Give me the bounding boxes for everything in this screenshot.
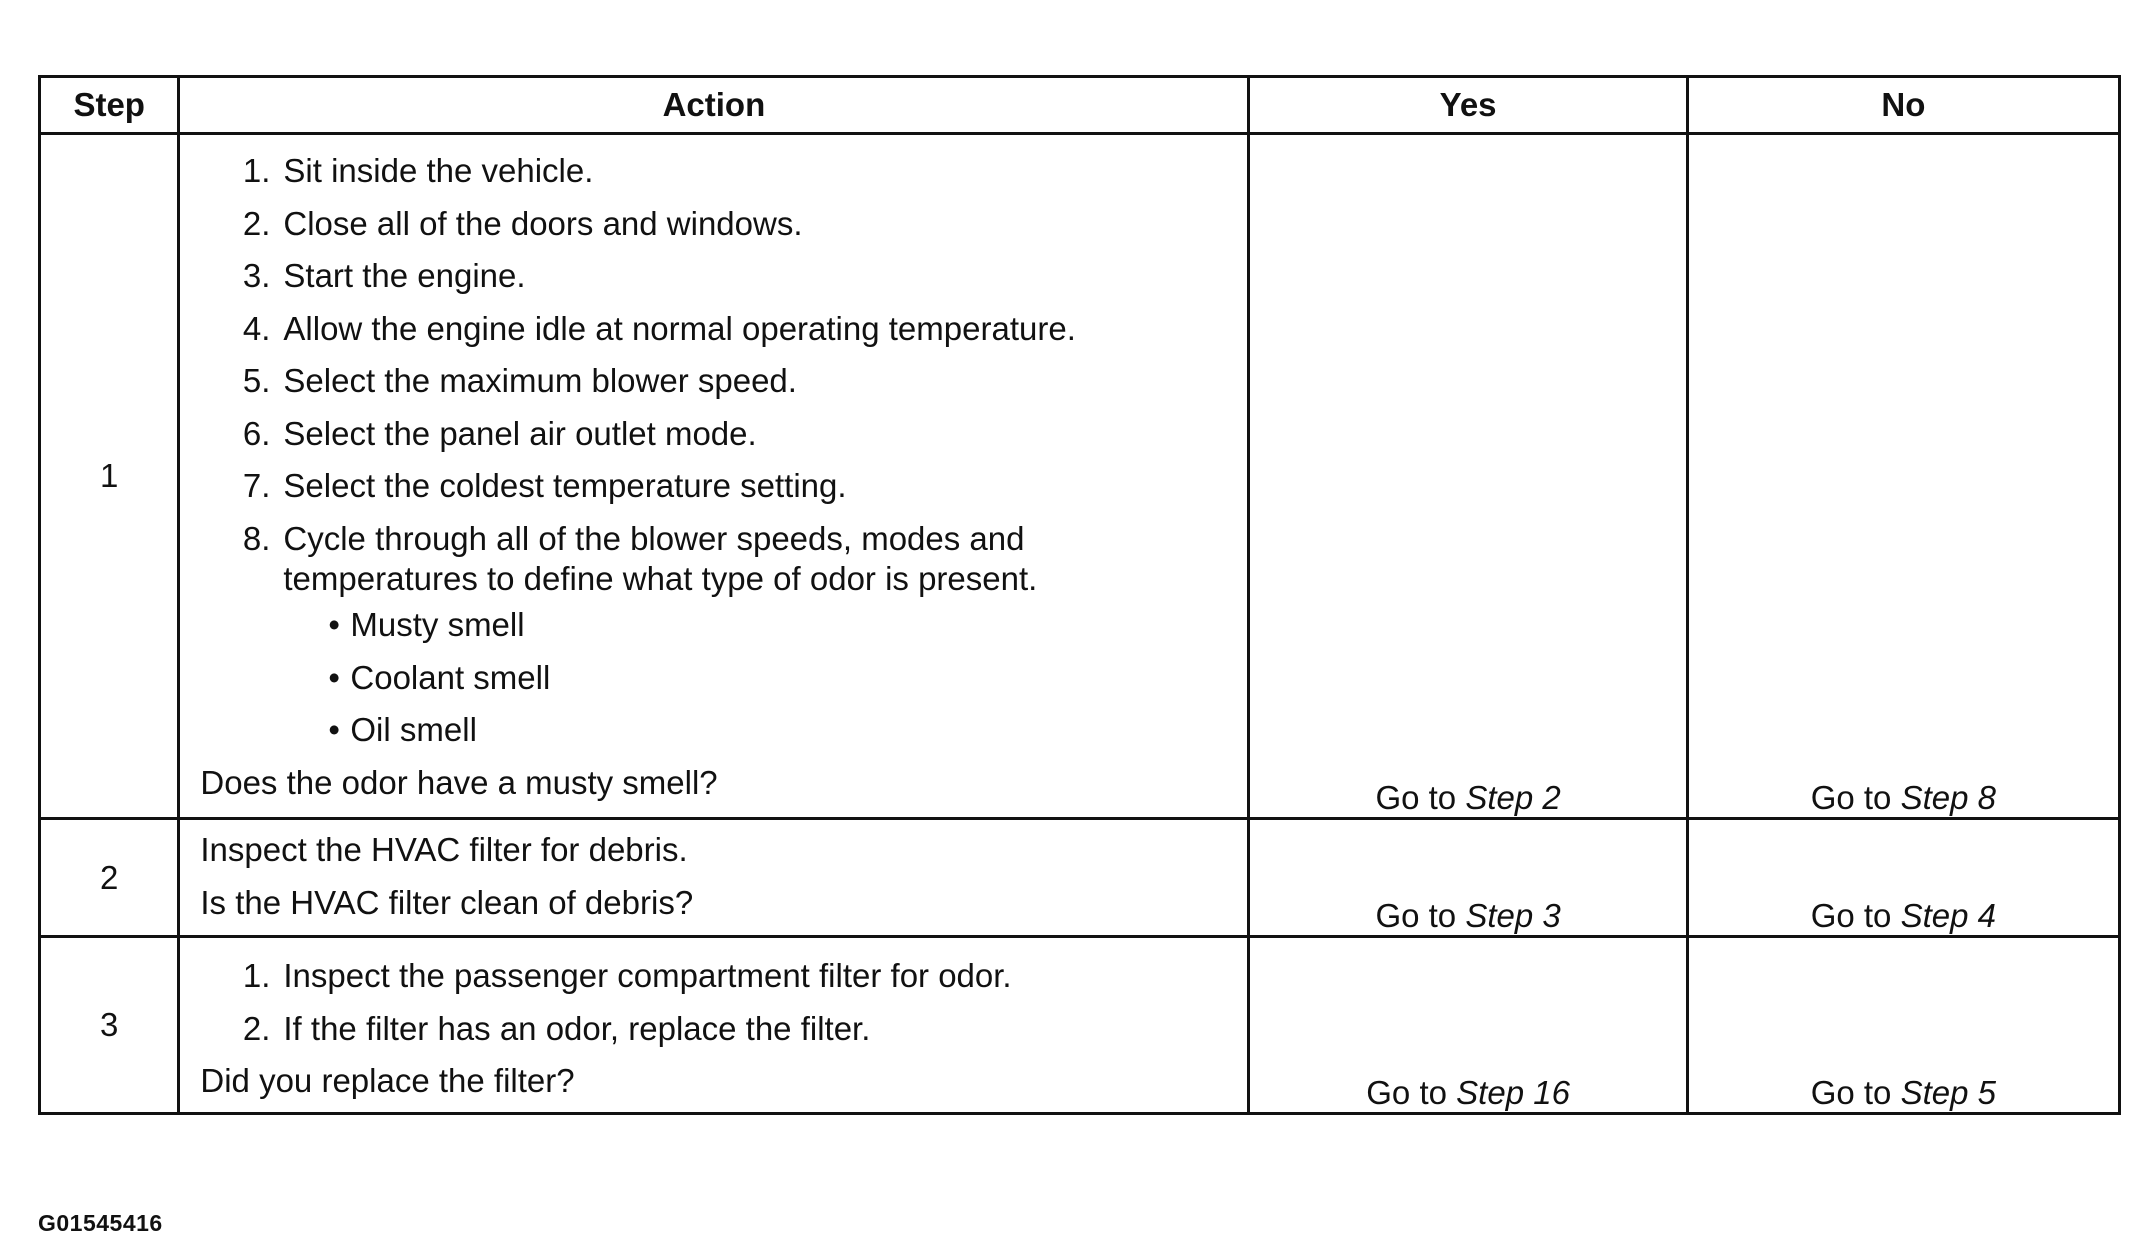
yes-target: Step 16 [1456,1073,1570,1111]
no-cell [1687,134,2119,819]
header-row [40,77,2120,134]
list-item: 6. Select the panel air outlet mode. [242,414,757,452]
yes-target: Step 3 [1465,897,1561,934]
yes-target: Step 2 [1465,779,1561,816]
list-item: • Oil smell [328,704,1227,757]
header-step: Step [40,77,179,134]
diagnostic-table-container [38,75,2121,1236]
action-text: Inspect the HVAC filter for debris. [200,831,688,868]
yes-prefix: Go to [1366,1073,1447,1111]
no-target: Step 8 [1900,779,1997,816]
list-item: 3. Start the engine. [242,257,526,294]
list-item: 7. Select the coldest temperature setting. [242,467,847,504]
step-question: Is the HVAC filter clean of debris? [200,883,694,921]
no-prefix: Go to [1810,1073,1892,1111]
action-steps [200,950,1227,1055]
no-cell [1687,819,2119,937]
step-question: Did you replace the filter? [200,1062,575,1099]
odor-bullets [200,599,1227,757]
yes-prefix: Go to [1375,779,1457,816]
table-row [40,937,2120,1114]
list-item: 1. Sit inside the vehicle. [242,152,594,189]
list-item: 1. Inspect the passenger compartment filter for odor. [242,957,1012,994]
list-item: 2. Close all of the doors and windows. [242,204,803,242]
header-yes: Yes [1249,77,1687,134]
list-item: • Musty smell [328,599,1227,652]
action-cell [179,937,1249,1114]
no-cell [1687,937,2119,1114]
list-item: 8. Cycle through all of the blower speeds, modes and temperatures to define what type of odor is present. [200,513,1227,600]
table-row [40,819,2120,937]
yes-cell [1249,819,1687,937]
table-row [40,134,2120,819]
no-prefix: Go to [1810,779,1892,816]
no-target: Step 4 [1900,897,1997,934]
action-cell [179,134,1249,819]
yes-cell [1249,134,1687,819]
diagnostic-table [38,75,2121,1115]
header-no: No [1687,77,2119,134]
header-action: Action [179,77,1249,134]
step-number: 1 [40,134,179,819]
figure-code: G01545416 [38,1210,163,1236]
no-prefix: Go to [1810,897,1892,934]
item-line-2: temperatures to define what type of odor is present. [283,560,1038,597]
bullet-icon: • [328,658,340,696]
bullet-icon: • [328,606,340,643]
action-steps [200,145,1227,599]
list-item: 4. Allow the engine idle at normal operating temperature. [242,309,1076,347]
list-item: • Coolant smell [328,652,1227,705]
step-question: Does the odor have a musty smell? [200,763,718,801]
item-line-1: Cycle through all of the blower speeds, modes and [283,519,1025,557]
step-number: 2 [40,819,179,937]
yes-cell [1249,937,1687,1114]
action-cell [179,819,1249,937]
yes-prefix: Go to [1375,897,1457,934]
bullet-icon: • [328,711,340,748]
list-item: 2. If the filter has an odor, replace the filter. [242,1009,871,1047]
no-target: Step 5 [1900,1073,1997,1111]
list-item: 5. Select the maximum blower speed. [242,362,797,399]
step-number: 3 [40,937,179,1114]
